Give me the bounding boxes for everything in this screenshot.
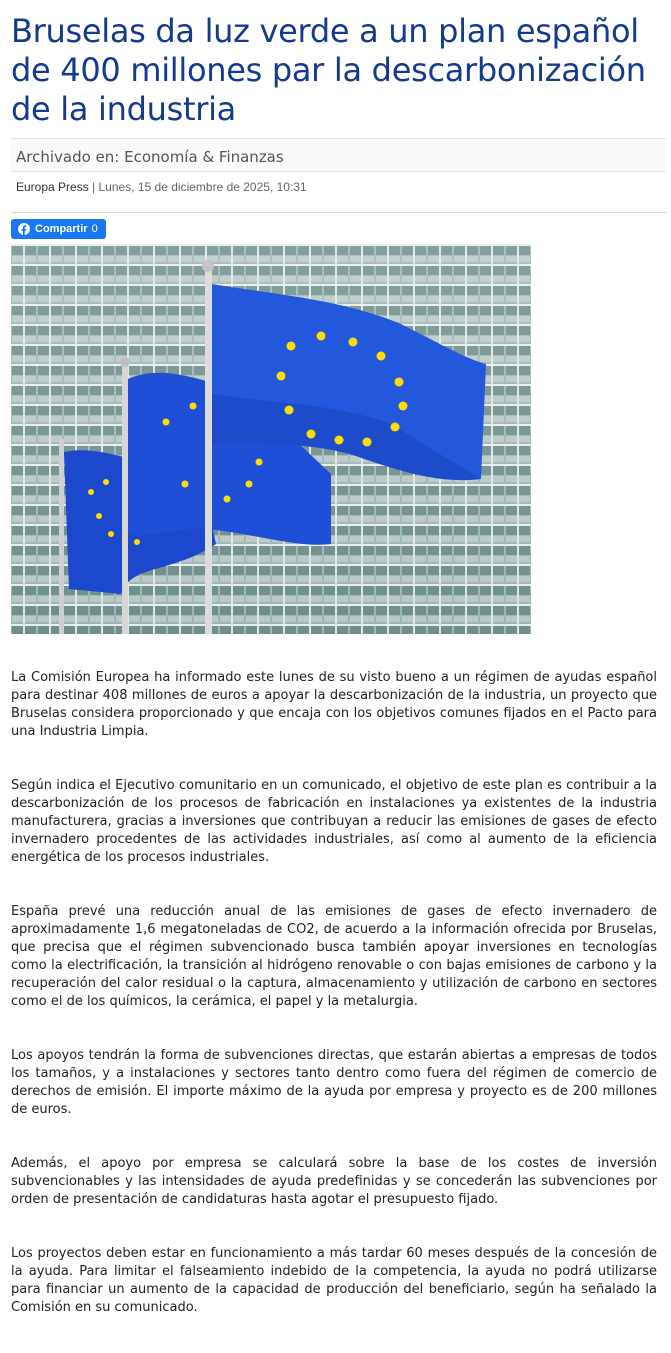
share-label: Compartir [35,223,88,235]
byline-date: Lunes, 15 de diciembre de 2025, 10:31 [98,180,307,194]
archive-label[interactable]: Archivado en: Economía & Finanzas [16,148,284,166]
facebook-share-button[interactable] [11,219,106,239]
byline [16,180,307,194]
paragraph: Además, el apoyo por empresa se calculará sobre la base de los costes de inversión subvencionables y las intensidades de ayuda predefinidas y se concederán las subvenciones por orden de presentación de candidaturas hasta agotar el presupuesto fijado. [11,1156,657,1207]
article-title: Bruselas da luz verde a un plan español de 400 millones par la descarbonización de la industria [11,12,646,128]
eu-flags-photo [11,244,531,634]
archive-bar [11,138,666,172]
byline-separator: | [88,180,99,194]
paragraph: Según indica el Ejecutivo comunitario en un comunicado, el objetivo de este plan es contribuir a la descarbonización de los procesos de fabricación en instalaciones ya existentes de la industria manufacturera, gracias a inversiones que contribuyan a reducir las emisiones de gases de efecto invernadero procedentes de las actividades industriales, así como al aumento de la eficiencia energética de los procesos industriales. [11,778,657,865]
share-count: 0 [91,223,98,235]
facebook-icon [18,223,30,235]
paragraph: Los apoyos tendrán la forma de subvenciones directas, que estarán abiertas a empresas de todos los tamaños, y a instalaciones y sectores tanto dentro como fuera del régimen de comercio de derechos de emisión. El importe máximo de la ayuda por empresa y proyecto es de 200 millones de euros. [11,1048,657,1117]
byline-source: Europa Press [16,180,89,194]
paragraph: La Comisión Europea ha informado este lunes de su visto bueno a un régimen de ayudas español para destinar 408 millones de euros a apoyar la descarbonización de la industria, un proyecto que Bruselas considera proporcionado y que encaja con los objetivos comunes fijados en el Pacto para una Industria Limpia. [11,670,657,739]
divider [11,212,666,213]
paragraph: Los proyectos deben estar en funcionamiento a más tardar 60 meses después de la concesión de la ayuda. Para limitar el falseamiento indebido de la competencia, la ayuda no podrá utilizarse para financiar un aumento de la capacidad de producción del beneficiario, según ha señalado la Comisión en su comunicado. [11,1246,657,1315]
paragraph: España prevé una reducción anual de las emisiones de gases de efecto invernadero de aproximadamente 1,6 megatoneladas de CO2, de acuerdo a la información ofrecida por Bruselas, que precisa que el régimen subvencionado busca también apoyar inversiones en tecnologías como la electrificación, la transición al hidrógeno renovable o con bajas emisiones de carbono y la recuperación del calor residual o la captura, almacenamiento y utilización de carbono en sectores como el de los químicos, la cerámica, el papel y la metalurgia. [11,904,657,1009]
article-body [11,669,657,1353]
